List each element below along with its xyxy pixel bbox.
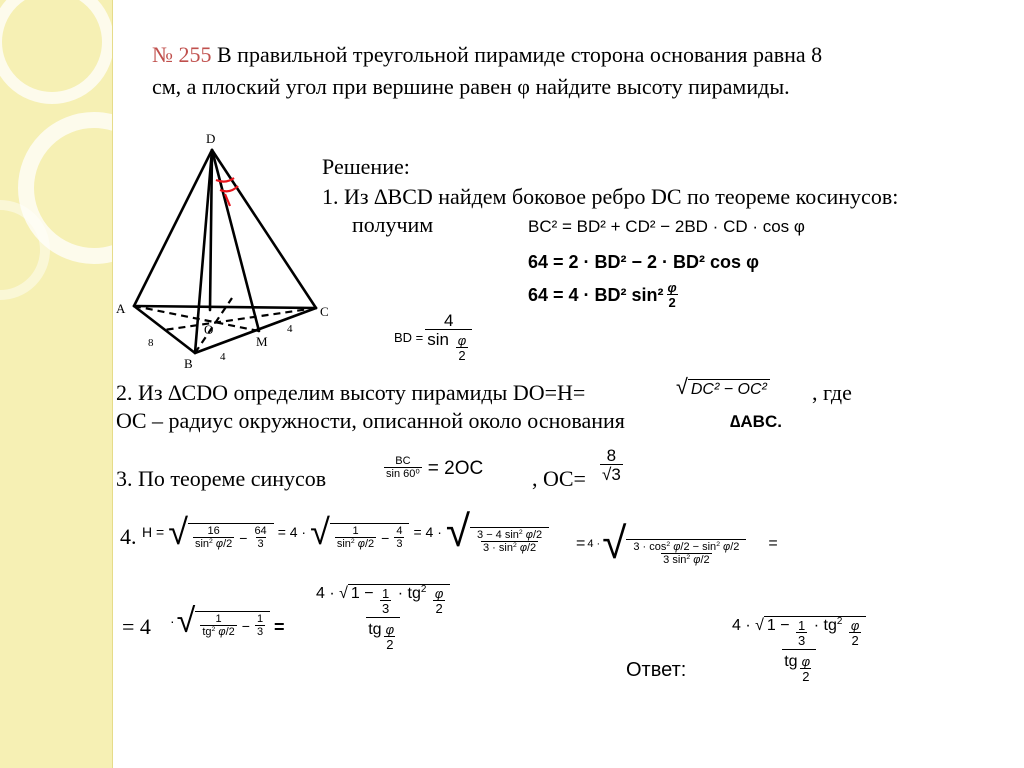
- edge-dc: [212, 150, 316, 308]
- equation-bd: [394, 312, 474, 362]
- numerator: 4: [444, 311, 454, 330]
- problem-text-2: см, а плоский угол при вершине равен φ найдите высоту пирамиды.: [152, 74, 790, 99]
- numerator: φ: [457, 333, 467, 348]
- step2-where: , где: [812, 380, 852, 405]
- equation-text: = 4 ·: [413, 524, 442, 540]
- fraction: $\frac{1}{tg^2 \varphi/2}$: [202, 613, 235, 638]
- numerator: BC: [395, 455, 411, 467]
- radical-2: [310, 511, 409, 552]
- equation-text: = 4 ·: [277, 524, 307, 540]
- fraction: $\frac{16}{\sin^2 \varphi/2}$: [194, 525, 233, 550]
- step3-text: 3. По теореме синусов: [116, 466, 327, 491]
- fraction: $\frac{4}{3}$: [396, 525, 403, 550]
- fraction-bd: [425, 312, 472, 362]
- denominator: sin 60⁰: [386, 468, 420, 480]
- radicand: $\frac{1}{tg^2 \varphi/2}$ − $\frac{1}{3}$: [195, 611, 270, 638]
- radicand: $\frac{1}{\sin^2 \varphi/2}$ − $\frac{4}{3}$: [330, 523, 410, 550]
- step2-line1: 2. Из ∆CDO определим высоту пирамиды DO=H=: [116, 380, 586, 405]
- label-ab-length: 8: [148, 337, 154, 349]
- equation-text: = 2OC: [427, 457, 484, 479]
- equation-text: =: [576, 535, 586, 552]
- radical-sign: √: [602, 519, 627, 568]
- answer-fraction: [728, 618, 870, 683]
- result-fraction-1: [312, 586, 454, 651]
- fraction: 4 · √ 1 − $\frac{1}{3}$ · $tg^2$ $\frac{\varphi}{2}$ tg $\frac{\varphi}{2}$: [730, 618, 868, 683]
- radical-1: [168, 511, 274, 552]
- radical-5: [177, 604, 270, 638]
- fraction: $\frac{3 \cdot \cos^2 \varphi/2 - \sin^2 \varphi/2}{3 \sin^2 \varphi/2}$: [633, 540, 740, 566]
- denominator: 2: [458, 348, 466, 363]
- step3-oc: , OC=: [532, 466, 586, 491]
- radical-dc-oc: [676, 376, 770, 398]
- equation-text: BD =: [394, 329, 424, 345]
- denominator: 2: [668, 295, 676, 310]
- decorative-ring: [0, 0, 113, 104]
- sin-text: sin: [427, 330, 449, 349]
- label-a: A: [116, 301, 126, 316]
- fraction-bc-sin60: [384, 456, 422, 480]
- last-eq-left: = 4: [122, 614, 151, 639]
- label-m: M: [256, 334, 268, 349]
- step1-line2: получим: [352, 212, 434, 237]
- denominator: [425, 329, 472, 362]
- label-b: B: [184, 356, 193, 371]
- fraction: 4 · √ 1 − $\frac{1}{3}$ · $tg^2$ $\frac{\varphi}{2}$ tg $\frac{\varphi}{2}$: [314, 586, 452, 651]
- apothem-dm: [212, 150, 259, 331]
- equation-text: =: [768, 535, 778, 552]
- fraction-8-over-sqrt3: [600, 447, 623, 483]
- equation-2: [528, 253, 759, 271]
- radicand: [470, 527, 549, 554]
- radical-3: [445, 507, 549, 556]
- equation-3: [528, 281, 681, 309]
- edge-ab: [134, 306, 195, 353]
- radical: [676, 376, 770, 398]
- radical-tg: · √ $\frac{1}{tg^2 \varphi/2}$ − $\frac{1}{3}$: [170, 604, 270, 638]
- radicand: [626, 539, 746, 566]
- equation-text: 4 ·: [587, 537, 601, 550]
- problem-text-1: В правильной треугольной пирамиде сторона основания равна 8: [211, 42, 823, 67]
- fraction: $\frac{3 - 4 \sin^2 \varphi/2}{3 \cdot \sin^2 \varphi/2}$: [477, 528, 543, 554]
- step4-label: 4.: [120, 524, 137, 549]
- decorative-sidebar: [0, 0, 113, 768]
- fraction-phi-over-2: [456, 334, 468, 362]
- triangle-abc: ∆ABC.: [730, 412, 782, 431]
- radical-sign: √: [676, 374, 688, 399]
- radical-sign: √: [310, 511, 330, 552]
- fraction: $\frac{64}{3}$: [254, 525, 267, 550]
- radicand: $\frac{16}{\sin^2 \varphi/2}$ − $\frac{64}{3}$: [188, 523, 274, 550]
- denominator-value: 3: [611, 465, 621, 484]
- radical-4: [602, 519, 746, 568]
- equation-step4: [142, 507, 549, 556]
- label-c: C: [320, 304, 329, 319]
- answer-label: Ответ:: [626, 659, 687, 681]
- fraction: $\frac{1}{\sin^2 \varphi/2}$: [336, 525, 375, 550]
- equation-text: 64 = 2 · BD² − 2 · BD² cos φ: [528, 252, 759, 272]
- problem-line-1: [152, 44, 822, 66]
- pyramid-figure: [112, 128, 342, 373]
- label-mc-length: 4: [287, 323, 293, 335]
- step1-line1: 1. Из ∆BCD найдем боковое ребро DC по теореме косинусов:: [322, 184, 899, 209]
- numerator: 8: [606, 446, 617, 465]
- fraction-oc: [598, 447, 625, 483]
- fraction: $\frac{1}{3}$: [256, 613, 264, 638]
- label-bm-length: 4: [220, 351, 226, 363]
- label-d: D: [206, 131, 216, 146]
- denominator: √3: [602, 465, 621, 484]
- equation-law-of-cosines: [528, 218, 805, 235]
- numerator: φ: [667, 280, 677, 295]
- equation-text: 64 = 4 · BD² sin²: [528, 285, 664, 305]
- equation-text: H =: [142, 524, 165, 540]
- equation-text: BC² = BD² + CD² − 2BD · CD · cos φ: [528, 217, 805, 236]
- radical-sign: √: [176, 602, 196, 640]
- radicand: DC² − OC²: [688, 379, 770, 398]
- radical-sign: √: [168, 511, 188, 552]
- equation-sine-law: [382, 456, 483, 480]
- last-eq-equals: =: [274, 617, 285, 637]
- radical-sign: √: [445, 507, 471, 556]
- solution-title: Решение:: [322, 154, 410, 179]
- equation-step4-right: [576, 519, 778, 568]
- fraction-phi-over-2: [666, 281, 679, 309]
- problem-number: № 255: [152, 42, 212, 67]
- step2-line2: OC – радиус окружности, описанной около основания: [116, 408, 625, 433]
- label-o: O: [204, 322, 214, 337]
